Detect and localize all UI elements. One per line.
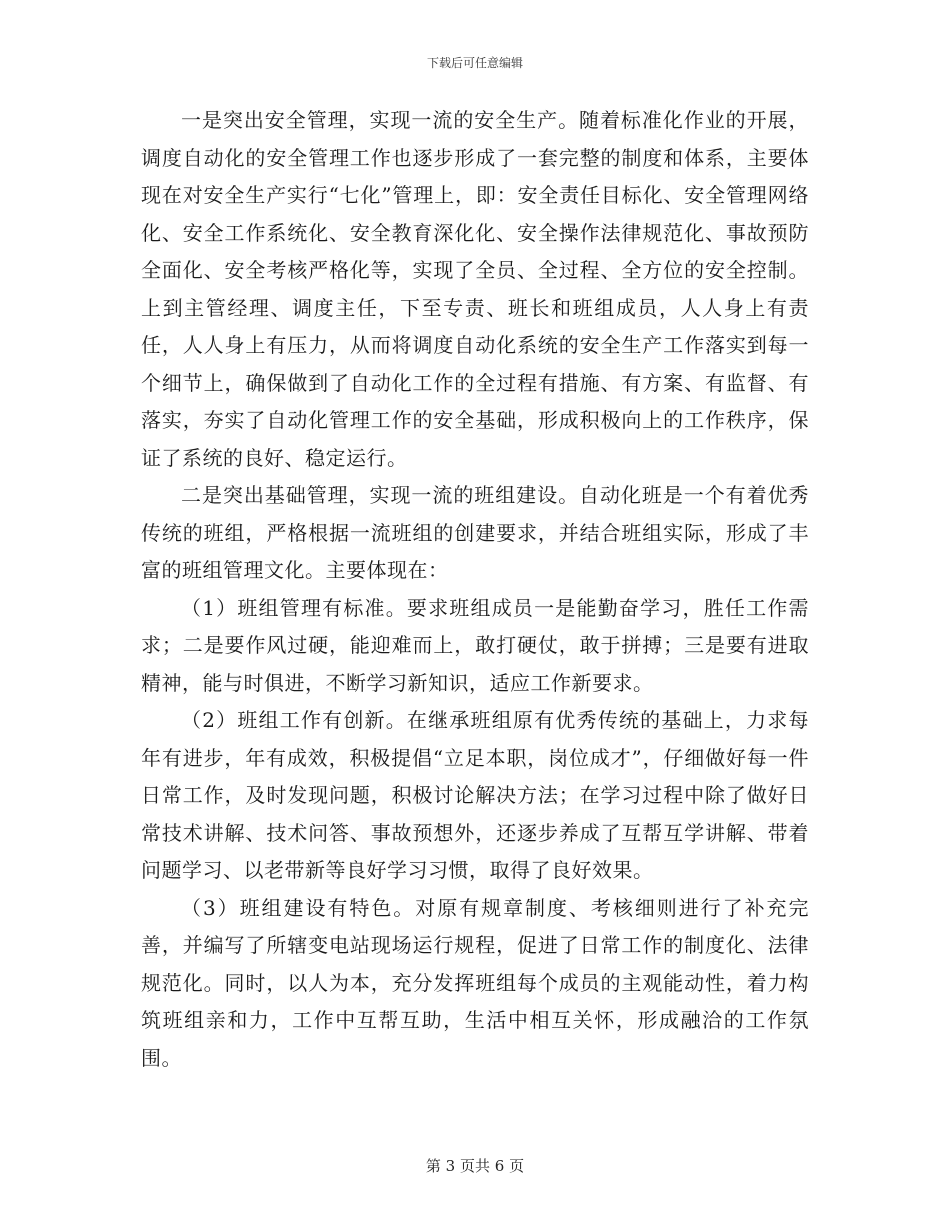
paragraph-basic-management: 二是突出基础管理，实现一流的班组建设。自动化班是一个有着优秀传统的班组，严格根据一流班组的创建要求，并结合班组实际，形成了丰富的班组管理文化。主要体现在：: [141, 483, 809, 582]
page-header: 下载后可任意编辑: [426, 56, 523, 70]
document-body: [141, 102, 809, 1077]
paragraph-team-features: （3）班组建设有特色。对原有规章制度、考核细则进行了补充完善，并编写了所辖变电站现场运行规程，促进了日常工作的制度化、法律规范化。同时，以人为本，充分发挥班组每个成员的主观能动性，着力构筑班组亲和力，工作中互帮互助，生活中相互关怀，形成融洽的工作氛围。: [141, 895, 809, 1070]
paragraph-team-standards: （1）班组管理有标准。要求班组成员一是能勤奋学习，胜任工作需求；二是要作风过硬，能迎难而上，敢打硬仗，敢于拼搏；三是要有进取精神，能与时俱进，不断学习新知识，适应工作新要求。: [141, 595, 809, 695]
paragraph-safety-management: 一是突出安全管理，实现一流的安全生产。随着标准化作业的开展，调度自动化的安全管理工作也逐步形成了一套完整的制度和体系，主要体现在对安全生产实行“七化”管理上，即：安全责任目标化、安全管理网络化、安全工作系统化、安全教育深化化、安全操作法律规范化、事故预防全面化、安全考核严格化等，实现了全员、全过程、全方位的安全控制。上到主管经理、调度主任，下至专责、班长和班组成员，人人身上有责任，人人身上有压力，从而将调度自动化系统的安全生产工作落实到每一个细节上，确保做到了自动化工作的全过程有措施、有方案、有监督、有落实，夯实了自动化管理工作的安全基础，形成积极向上的工作秩序，保证了系统的良好、稳定运行。: [141, 108, 809, 470]
paragraph-team-innovation: （2）班组工作有创新。在继承班组原有优秀传统的基础上，力求每年有进步，年有成效，积极提倡“立足本职，岗位成才”，仔细做好每一件日常工作，及时发现问题，积极讨论解决方法；在学习过程中除了做好日常技术讲解、技术问答、事故预想外，还逐步养成了互帮互学讲解、带着问题学习、以老带新等良好学习习惯，取得了良好效果。: [141, 708, 809, 882]
page-number: 第 3 页共 6 页: [425, 1157, 525, 1175]
